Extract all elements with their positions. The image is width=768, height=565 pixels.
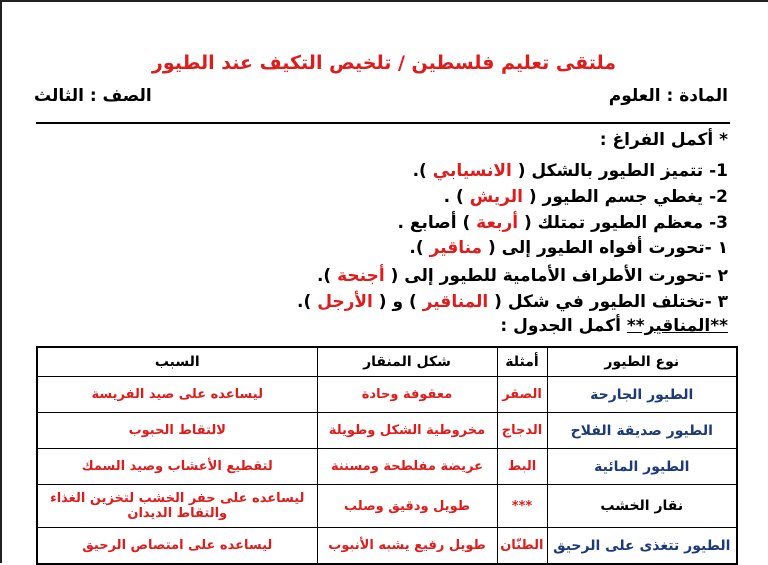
fill-item-1 — [413, 161, 728, 181]
fill-item-text: ). — [316, 266, 338, 286]
table-row — [37, 449, 737, 485]
header-beak-shape: شكل المنقار — [317, 347, 497, 377]
table-row — [37, 485, 737, 528]
header-divider — [36, 122, 730, 124]
table-row — [37, 528, 737, 565]
fill-item-answer: أجنحة — [337, 266, 385, 286]
cell-example: الطنّان — [497, 528, 547, 565]
cell-beak-shape: مخروطية الشكل وطويلة — [317, 413, 497, 449]
cell-reason: ليساعده على امتصاص الرحيق — [37, 528, 317, 565]
fill-item-text: ١ -تحورت أفواه الطيور إلى ( — [482, 238, 728, 258]
cell-reason: ليساعده على صيد الفريسة — [37, 377, 317, 413]
header-examples: أمثلة — [497, 347, 547, 377]
cell-example: البط — [497, 449, 547, 485]
cell-example: الصقر — [497, 377, 547, 413]
cell-beak-shape: طويل رفيع يشبه الأنبوب — [317, 528, 497, 565]
fill-item-text: ) . — [443, 187, 470, 207]
fill-item-answer: المناقير — [422, 292, 489, 312]
cell-bird-type: نقار الخشب — [547, 485, 737, 528]
cell-bird-type: الطيور المائية — [547, 449, 737, 485]
fill-item-text: ) و ( — [372, 292, 423, 312]
cell-reason: لالتقاط الحبوب — [37, 413, 317, 449]
exercise-heading: * أكمل الفراغ : — [599, 130, 728, 150]
fill-item-text: 3- معظم الطيور تمتلك ( — [518, 213, 728, 233]
cell-reason: لتقطيع الأعشاب وصيد السمك — [37, 449, 317, 485]
fill-item-2 — [444, 187, 728, 207]
table-heading — [500, 316, 728, 336]
table-header-row — [37, 347, 737, 377]
fill-item-text: ٢ -تحورت الأطراف الأمامية للطيور إلى ( — [384, 266, 728, 286]
cell-beak-shape: معقوفة وحادة — [317, 377, 497, 413]
cell-bird-type: الطيور تتغذى على الرحيق — [547, 528, 737, 565]
fill-item-answer: مناقير — [429, 238, 483, 258]
header-reason: السبب — [37, 347, 317, 377]
fill-item-answer: الانسيابي — [432, 161, 512, 181]
fill-item-5 — [317, 266, 728, 286]
fill-item-text: 2- يغطي جسم الطيور ( — [522, 187, 728, 207]
grade-label: الصف : الثالث — [34, 86, 152, 106]
table-row — [37, 377, 737, 413]
fill-item-text: 1- تتميز الطيور بالشكل ( — [511, 161, 728, 181]
page-border-top — [0, 0, 768, 2]
subject-label: المادة : العلوم — [608, 86, 728, 106]
cell-bird-type: الطيور صديقة الفلاح — [547, 413, 737, 449]
fill-item-3 — [398, 213, 728, 233]
cell-reason: ليساعده على حفر الخشب لتخزين الغذاء والتقاط الديدان — [37, 485, 317, 528]
header-bird-type: نوع الطيور — [547, 347, 737, 377]
table-heading-instruction: أكمل الجدول : — [500, 316, 627, 336]
cell-example: *** — [497, 485, 547, 528]
page-border-left — [0, 0, 2, 563]
fill-item-answer: أربعة — [476, 213, 519, 233]
fill-item-text: ). — [409, 238, 430, 258]
fill-item-text: ٣ -تختلف الطيور في شكل ( — [488, 292, 728, 312]
fill-item-text: ) أصابع . — [397, 213, 477, 233]
cell-beak-shape: عريضة مفلطحة ومسننة — [317, 449, 497, 485]
document-title: ملتقى تعليم فلسطين / تلخيص التكيف عند الطيور — [151, 52, 617, 74]
fill-item-6 — [297, 292, 728, 312]
cell-bird-type: الطيور الجارحة — [547, 377, 737, 413]
fill-item-text: ). — [412, 161, 433, 181]
fill-item-answer: الأرجل — [317, 292, 373, 312]
table-heading-beaks: **المناقير** — [626, 316, 728, 336]
cell-example: الدجاج — [497, 413, 547, 449]
beak-adaptation-table — [36, 346, 738, 565]
table-row — [37, 413, 737, 449]
fill-item-answer: الريش — [469, 187, 523, 207]
cell-beak-shape: طويل ودقيق وصلب — [317, 485, 497, 528]
fill-item-text: ). — [297, 292, 318, 312]
fill-item-4 — [409, 238, 728, 258]
